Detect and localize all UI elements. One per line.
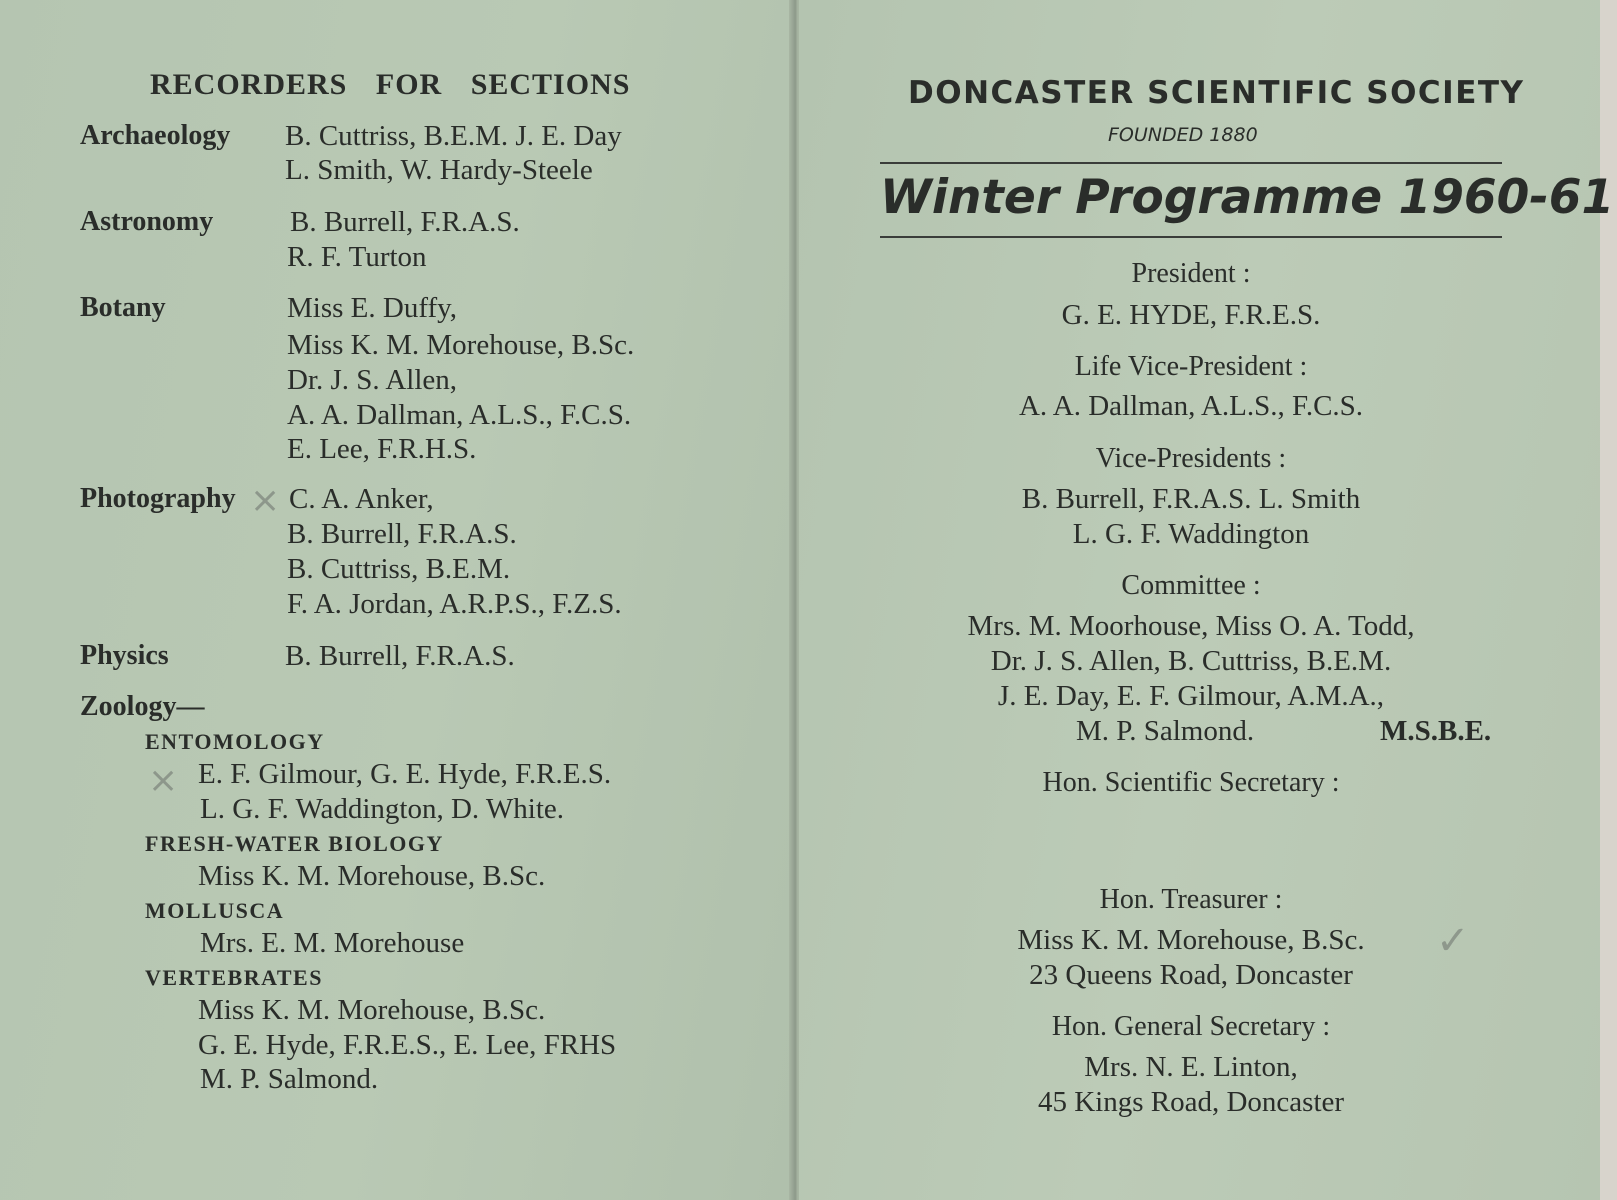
cross-mark-icon: × — [250, 480, 281, 521]
committee-line: Dr. J. S. Allen, B. Cuttriss, B.E.M. — [990, 645, 1392, 677]
society-name: DONCASTER SCIENTIFIC SOCIETY — [908, 75, 1525, 111]
recorder-line: A. A. Dallman, A.L.S., F.C.S. — [287, 399, 632, 431]
officer-address: 45 Kings Road, Doncaster — [1037, 1086, 1345, 1118]
recorder-line: B. Burrell, F.R.A.S. — [287, 518, 517, 550]
recorder-line: R. F. Turton — [287, 241, 427, 273]
officer-name: G. E. HYDE, F.R.E.S. — [1061, 299, 1321, 331]
left-page — [0, 0, 795, 1200]
section-photography: Photography — [80, 483, 236, 514]
top-rule — [880, 162, 1502, 164]
recorder-line: L. G. F. Waddington, D. White. — [200, 793, 565, 825]
recorder-line: G. E. Hyde, F.R.E.S., E. Lee, FRHS — [198, 1029, 617, 1061]
recorder-line: Miss K. M. Morehouse, B.Sc. — [198, 860, 546, 892]
subsection-mollusca: MOLLUSCA — [145, 898, 285, 923]
recorder-line: Dr. J. S. Allen, — [287, 364, 457, 396]
role-general-secretary: Hon. General Secretary : — [1051, 1011, 1331, 1042]
section-archaeology: Archaeology — [80, 120, 231, 151]
section-zoology: Zoology— — [80, 691, 205, 722]
recorder-line: B. Cuttriss, B.E.M. J. E. Day — [285, 120, 622, 152]
recorder-line: B. Cuttriss, B.E.M. — [287, 553, 511, 585]
officer-name: Miss K. M. Morehouse, B.Sc. — [1017, 924, 1365, 956]
role-scientific-secretary: Hon. Scientific Secretary : — [1042, 767, 1340, 798]
recorder-line: B. Burrell, F.R.A.S. — [290, 206, 520, 238]
recorder-line: Miss E. Duffy, — [287, 292, 457, 324]
role-vice-presidents: Vice-Presidents : — [1095, 443, 1287, 474]
recorder-line: L. Smith, W. Hardy-Steele — [285, 154, 593, 186]
officer-address: 23 Queens Road, Doncaster — [1029, 959, 1353, 991]
committee-line: M. P. Salmond. — [1076, 715, 1255, 747]
recorder-line: Mrs. E. M. Morehouse — [200, 927, 465, 959]
recorder-line: Miss K. M. Morehouse, B.Sc. — [198, 994, 546, 1026]
recorder-line: M. P. Salmond. — [200, 1063, 379, 1095]
recorder-line: B. Burrell, F.R.A.S. — [285, 640, 515, 672]
recorder-line: C. A. Anker, — [289, 483, 434, 515]
cross-mark-icon: × — [148, 760, 179, 801]
role-president: President : — [1131, 258, 1251, 289]
officer-name: A. A. Dallman, A.L.S., F.C.S. — [1018, 390, 1364, 422]
role-treasurer: Hon. Treasurer : — [1099, 884, 1283, 915]
founded-line: FOUNDED 1880 — [1108, 124, 1258, 146]
role-committee: Committee : — [1121, 570, 1261, 601]
bottom-rule — [880, 236, 1502, 238]
subsection-entomology: ENTOMOLOGY — [145, 729, 325, 754]
officer-name: L. G. F. Waddington — [1072, 518, 1310, 550]
role-life-vp: Life Vice-President : — [1074, 351, 1308, 382]
officer-name: Mrs. N. E. Linton, — [1084, 1051, 1298, 1083]
programme-title: Winter Programme 1960-61 — [880, 170, 1615, 225]
subsection-freshwater: FRESH-WATER BIOLOGY — [145, 831, 444, 856]
recorder-line: E. F. Gilmour, G. E. Hyde, F.R.E.S. — [198, 758, 612, 790]
committee-line: M.S.B.E. — [1380, 715, 1492, 747]
tick-mark-icon: ✓ — [1436, 918, 1470, 964]
committee-line: Mrs. M. Moorhouse, Miss O. A. Todd, — [967, 610, 1415, 642]
officer-name: B. Burrell, F.R.A.S. L. Smith — [1021, 483, 1361, 515]
recorder-line: F. A. Jordan, A.R.P.S., F.Z.S. — [287, 588, 622, 620]
recorders-heading: RECORDERS FOR SECTIONS — [150, 68, 631, 101]
recorder-line: E. Lee, F.R.H.S. — [287, 433, 477, 465]
subsection-vertebrates: VERTEBRATES — [145, 965, 323, 990]
section-botany: Botany — [80, 292, 166, 323]
recorder-line: Miss K. M. Morehouse, B.Sc. — [287, 329, 635, 361]
section-physics: Physics — [80, 640, 169, 671]
section-astronomy: Astronomy — [80, 206, 214, 237]
committee-line: J. E. Day, E. F. Gilmour, A.M.A., — [997, 680, 1385, 712]
